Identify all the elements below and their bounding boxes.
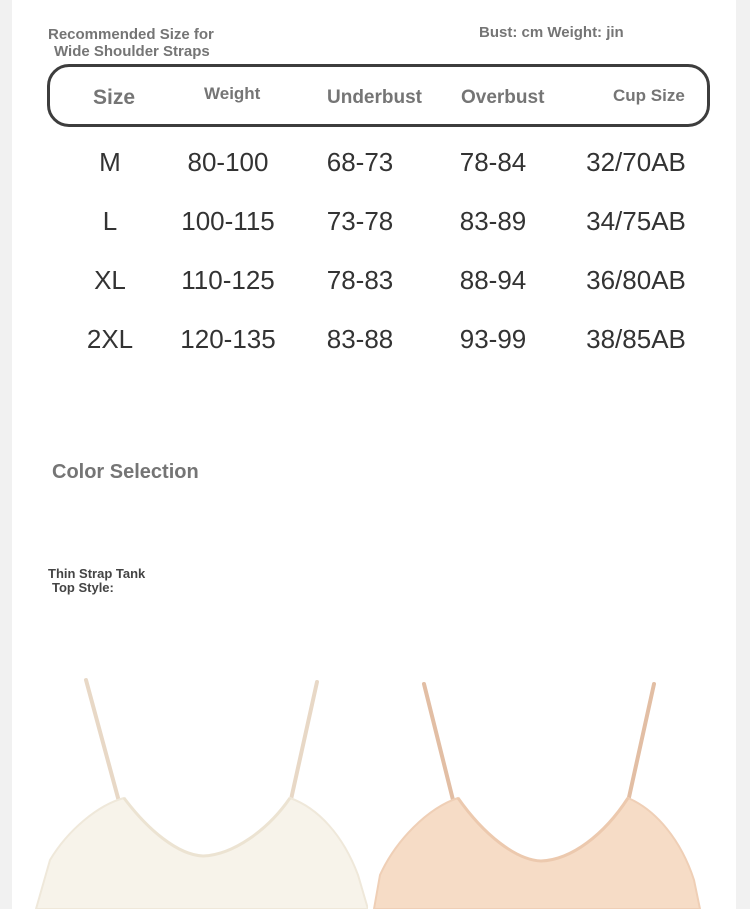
cell-cup-size: 32/70AB bbox=[586, 147, 686, 177]
cell-underbust: 68-73 bbox=[326, 147, 394, 177]
column-header-size: Size bbox=[93, 86, 136, 109]
cell-overbust: 78-84 bbox=[459, 147, 527, 177]
units-note: Bust: cm Weight: jin bbox=[479, 24, 624, 41]
table-row bbox=[0, 193, 750, 252]
style-label bbox=[48, 567, 145, 595]
cell-size: XL bbox=[94, 265, 126, 295]
column-header-weight: Weight bbox=[204, 84, 261, 103]
cell-overbust: 88-94 bbox=[459, 265, 527, 295]
nude-tank-top-image[interactable] bbox=[366, 670, 706, 909]
white-tank-top-illustration bbox=[28, 670, 368, 909]
table-header bbox=[47, 64, 710, 127]
cell-weight: 80-100 bbox=[187, 147, 269, 177]
column-header-cup-size: Cup Size bbox=[613, 86, 685, 105]
cell-size: 2XL bbox=[86, 324, 134, 354]
size-chart-title-line1: Recommended Size for bbox=[48, 26, 214, 43]
column-header-overbust: Overbust bbox=[461, 87, 545, 108]
nude-tank-top-illustration bbox=[366, 670, 706, 909]
table-row bbox=[0, 134, 750, 193]
tank-body bbox=[36, 798, 368, 909]
cell-size: M bbox=[99, 147, 121, 177]
tank-body bbox=[374, 798, 700, 909]
size-chart-title bbox=[48, 26, 214, 60]
cell-cup-size: 36/80AB bbox=[586, 265, 686, 295]
cell-overbust: 93-99 bbox=[459, 324, 527, 354]
style-label-line2: Top Style: bbox=[52, 580, 114, 595]
cell-overbust: 83-89 bbox=[459, 206, 527, 236]
cell-cup-size: 38/85AB bbox=[586, 324, 686, 354]
table-row bbox=[0, 311, 750, 370]
cell-weight: 100-115 bbox=[181, 206, 275, 236]
cell-weight: 110-125 bbox=[181, 265, 275, 295]
table-row bbox=[0, 252, 750, 311]
cell-size: L bbox=[102, 206, 118, 236]
cell-underbust: 83-88 bbox=[326, 324, 394, 354]
color-selection-title: Color Selection bbox=[52, 461, 199, 483]
column-header-underbust: Underbust bbox=[327, 87, 422, 108]
white-tank-top-image[interactable] bbox=[28, 670, 368, 909]
cell-underbust: 78-83 bbox=[326, 265, 394, 295]
cell-weight: 120-135 bbox=[180, 324, 276, 354]
style-label-line1: Thin Strap Tank bbox=[48, 566, 146, 581]
cell-cup-size: 34/75AB bbox=[586, 206, 686, 236]
size-chart-title-line2: Wide Shoulder Straps bbox=[54, 43, 210, 60]
cell-underbust: 73-78 bbox=[326, 206, 394, 236]
